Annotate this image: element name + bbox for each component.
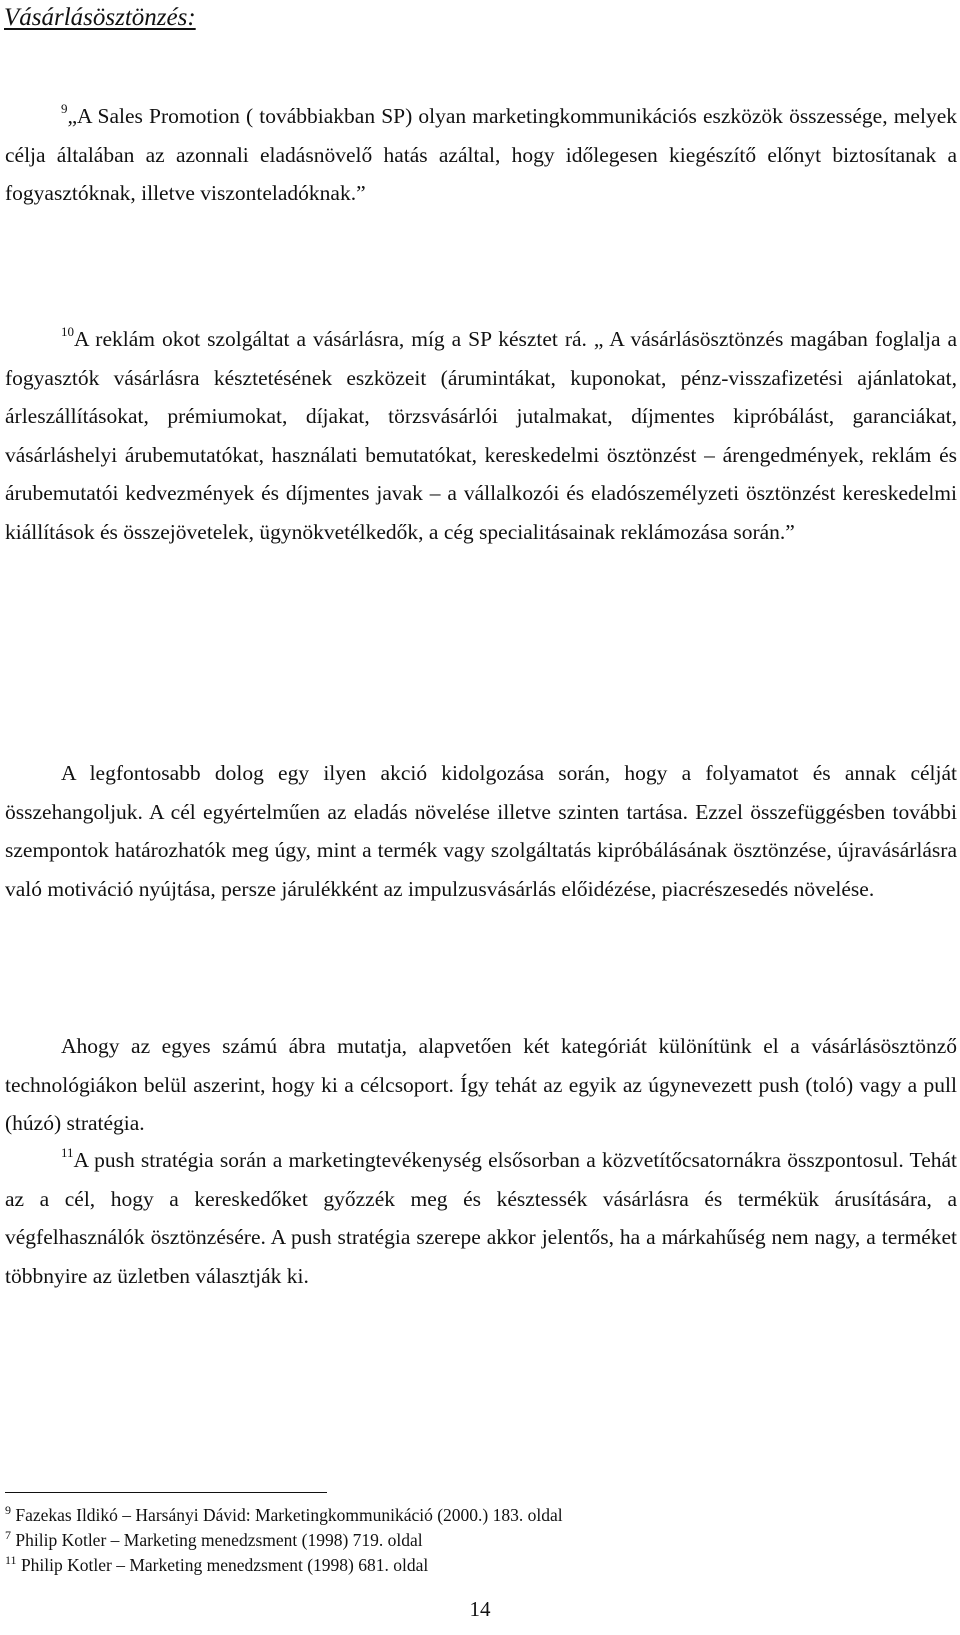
- paragraph-text: A push stratégia során a marketingtevékenység elsősorban a közvetítőcsatornákra összpontosul. Tehát az a cél, hogy a kereskedőket győzzék meg és késztessék vásárlásra és termékük árusítására, a végfelhasználók ösztönzésére. A push stratégia szerepe akkor jelentős, ha a márkahűség nem nagy, a terméket többnyire az üzletben választják ki.: [5, 1148, 957, 1288]
- footnote-item: [5, 1503, 945, 1528]
- footnote-text: Philip Kotler – Marketing menedzsment (1998) 719. oldal: [15, 1530, 423, 1550]
- footnote-number: 7: [5, 1528, 11, 1542]
- paragraph-text: A legfontosabb dolog egy ilyen akció kidolgozása során, hogy a folyamatot és annak célját összehangoljuk. A cél egyértelműen az eladás növelése illetve szinten tartása. Ezzel összefüggésben további szempontok határozhatók meg úgy, mint a termék vagy szolgáltatás kipróbálásának ösztönzése, újravásárlásra való motiváció nyújtása, persze járulékként az impulzusvásárlás előidézése, piacrészesedés növelése.: [5, 761, 957, 901]
- footnote-number: 9: [5, 1503, 11, 1517]
- footnote-ref-11: 11: [61, 1145, 74, 1160]
- footnote-ref-9: 9: [61, 101, 68, 116]
- section-heading: Vásárlásösztönzés:: [4, 4, 196, 31]
- footnote-text: Philip Kotler – Marketing menedzsment (1998) 681. oldal: [20, 1555, 429, 1575]
- footnote-text: Fazekas Ildikó – Harsányi Dávid: Marketingkommunikáció (2000.) 183. oldal: [15, 1505, 563, 1525]
- paragraph-push-strategy: [5, 1141, 957, 1295]
- footnote-item: [5, 1528, 945, 1553]
- footnote-divider: [5, 1492, 327, 1493]
- paragraph-advertising-vs-sp: [5, 320, 957, 552]
- paragraph-action-goals: [5, 754, 957, 908]
- page-number: 14: [469, 1597, 491, 1621]
- paragraph-sales-promotion-definition: [5, 97, 957, 213]
- footnote-item: [5, 1553, 945, 1578]
- paragraph-text: „A Sales Promotion ( továbbiakban SP) olyan marketingkommunikációs eszközök összessége, melyek célja általában az azonnali eladásnövelő hatás azáltal, hogy időlegesen kiegészítő előnyt biztosítanak a fogyasztóknak, illetve viszonteladóknak.”: [5, 104, 957, 206]
- footnote-list: [5, 1503, 945, 1578]
- paragraph-text: Ahogy az egyes számú ábra mutatja, alapvetően két kategóriát különítünk el a vásárlásösztönző technológiákon belül aszerint, hogy ki a célcsoport. Így tehát az egyik az úgynevezett push (toló) vagy a pull (húzó) stratégia.: [5, 1034, 957, 1136]
- footnote-ref-10: 10: [61, 324, 74, 339]
- paragraph-text: A reklám okot szolgáltat a vásárlásra, míg a SP késztet rá. „ A vásárlásösztönzés magában foglalja a fogyasztók vásárlásra késztetésének eszközeit (árumintákat, kuponokat, pénz-visszafizetési ajánlatokat, árleszállításokat, prémiumokat, díjakat, törzsvásárlói jutalmakat, díjmentes kipróbálást, garanciákat, vásárláshelyi árubemutatókat, használati bemutatókat, kereskedelmi ösztönzést – árengedmények, reklám és árubemutatói kedvezmények és díjmentes javak – a vállalkozói és eladószemélyzeti ösztönzést kereskedelmi kiállítások és összejövetelek, ügynökvetélkedők, a cég specialitásainak reklámozása során.”: [5, 327, 957, 544]
- paragraph-push-pull-categories: [5, 1027, 957, 1143]
- footnote-number: 11: [5, 1553, 17, 1567]
